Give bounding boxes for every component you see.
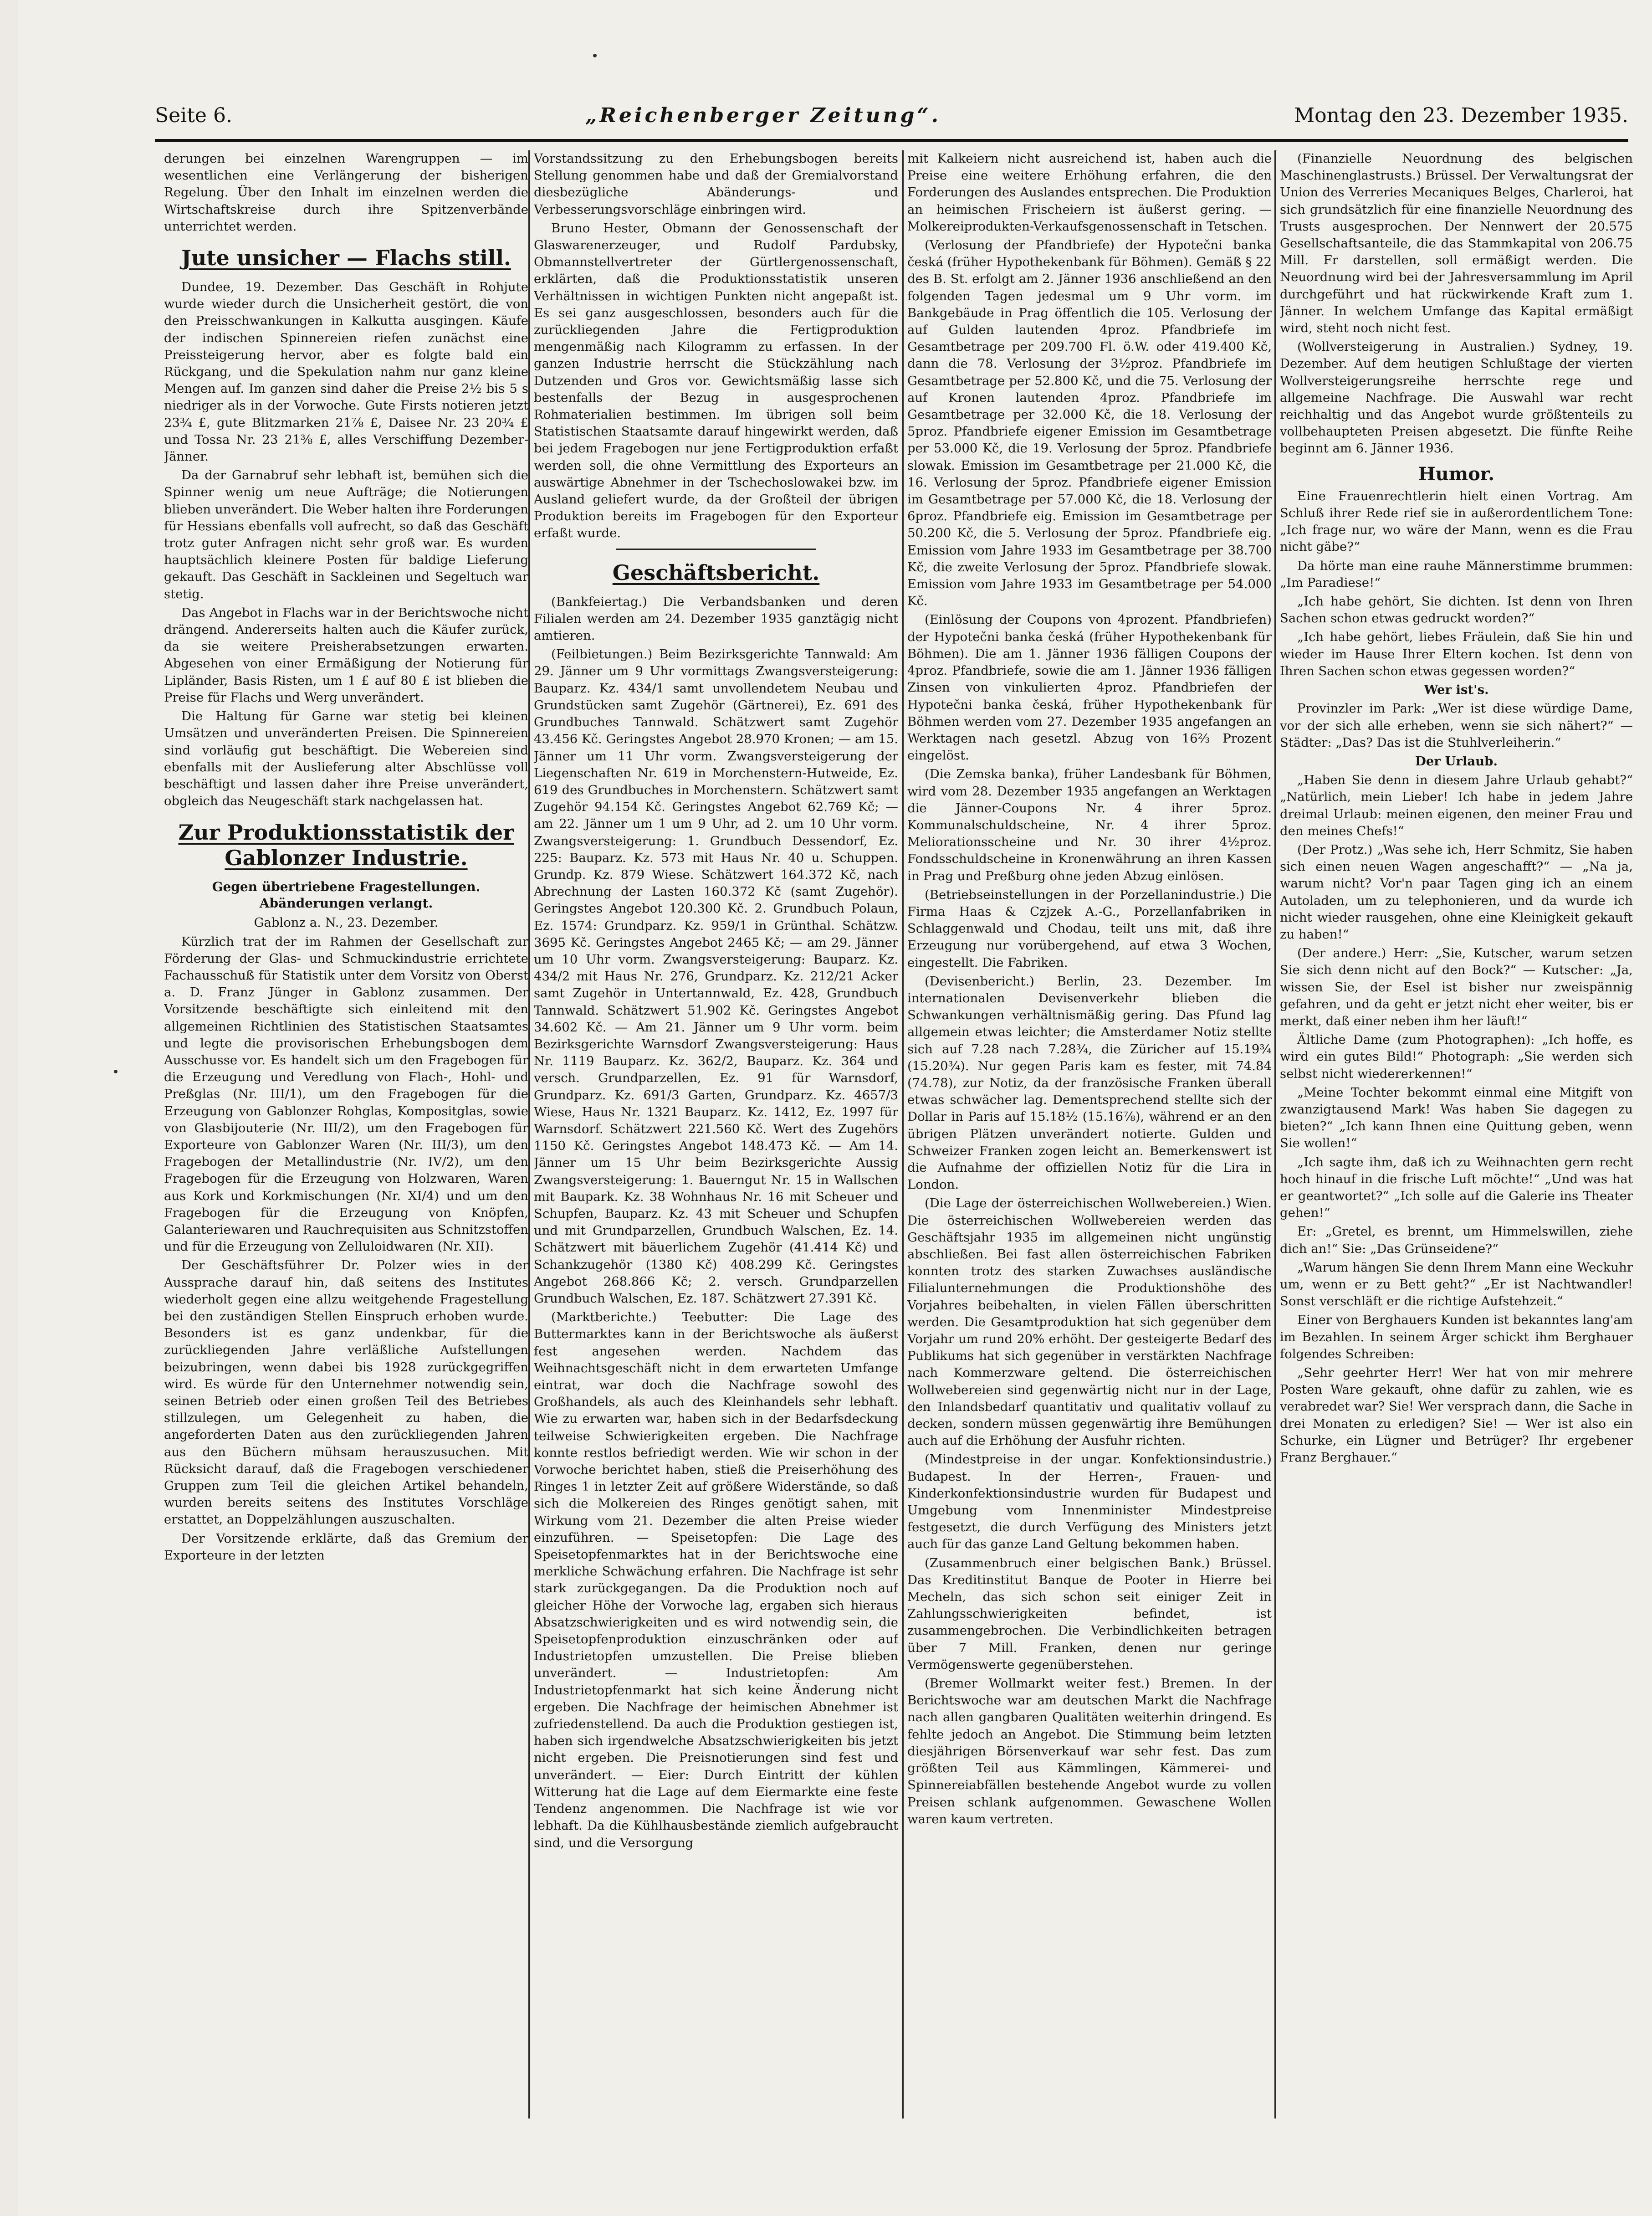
article-text: Der Vorsitzende erklärte, daß das Gremium der Exporteure in der letzten (164, 1531, 528, 1563)
notice-text: (Betriebseinstellungen in der Porzellanindustrie.) Die Firma Haas & Czjzek A.-G., Porzellanfabriken in Schlaggenwald und Chodau, teilt uns mit, daß ihre Erzeugung nur vorübergehend, auf etwa 3 Wochen, eingestellt. Die Fabriken. (907, 887, 1272, 970)
article-text: Dundee, 19. Dezember. Das Geschäft in Rohjute wurde wieder durch die Unsicherheit gestört, die von den Preisschwankungen in Kalkutta ausgingen. Käufe der indischen Spinnereien riefen zunächst eine Preissteigerung hervor, aber es folgte bald ein Rückgang, und die Spekulation nahm nur ganz kleine Mengen auf. Im ganzen sind daher die Preise 2½ bis 5 s niedriger als in der Vorwoche. Gute Firsts notieren jetzt 23¾ £, gute Blitzmarken 21⅞ £, Daisee Nr. 23 20¾ £ und Tossa Nr. 23 21⅜ £, alles Verschiffung Dezember-Jänner. (164, 280, 528, 464)
notice-text: (Wollversteigerung in Australien.) Sydney, 19. Dezember. Auf dem heutigen Schlußtage der vierten Wollversteigerungsreihe herrschte rege und allgemeine Nachfrage. Die Auswahl war recht reichhaltig und das Angebot wurde größtenteils zu vollbehaupteten Preisen abgesetzt. Die fünfte Reihe beginnt am 6. Jänner 1936. (1280, 339, 1633, 456)
article-text: Vorstandssitzung zu den Erhebungsbogen bereits Stellung genommen habe und daß der Gremialvorstand diesbezügliche Abänderungs- und Verbesserungsvorschläge einbringen wird. (534, 151, 898, 217)
issue-date: Montag den 23. Dezember 1935. (1294, 104, 1628, 127)
notice-text: (Die Lage der österreichischen Wollwebereien.) Wien. Die österreichischen Wollwebereien werden das Geschäftsjahr 1935 im allgemeinen nicht ungünstig abschließen. Bei fast allen österreichischen Fabriken konnten trotz des starken Zuwachses ausländische Filialunternehmungen die Produktionshöhe des Vorjahres beibehalten, in vielen Fällen überschritten werden. Die Gesamtproduktion hat sich gegenüber dem Vorjahr um rund 20% erhöht. Der gesteigerte Bedarf des Publikums hat sich gegenüber in verstärkten Nachfrage nach Kommerzware geltend. Die österreichischen Wollwebereien sind gegenwärtig nicht nur in der Lage, den Inlandsbedarf quantitativ und qualitativ vollauf zu decken, sondern müssen gegenwärtig ihre Bemühungen auch auf die Erhöhung der Ausfuhr richten. (907, 1196, 1272, 1448)
notice-text: (Mindestpreise in der ungar. Konfektionsindustrie.) Budapest. In der Herren-, Frauen- und Kinderkonfektionsindustrie wurden für Budapest und Umgebung vom Innenminister Mindestpreise festgesetzt, die durch Verfügung des Ministers jetzt auch für das ganze Land Geltung bekommen haben. (907, 1452, 1272, 1552)
subheadline: Gegen übertriebene Fragestellungen. Abänderungen verlangt. (212, 879, 481, 911)
headline-humor: Humor. (1418, 463, 1495, 485)
article-text: Die Haltung für Garne war stetig bei kleinen Umsätzen und unveränderten Preisen. Die Spinnereien sind vorläufig gut beschäftigt. Die Webereien sind ebenfalls mit der Auslieferung alter Abschlüsse voll beschäftigt und lassen daher ihre Preise unverändert, obgleich das Neugeschäft stark nachgelassen hat. (164, 709, 528, 809)
column-3 (907, 150, 1272, 2119)
joke-text: „Meine Tochter bekommt einmal eine Mitgift von zwanzigtausend Mark! Was haben Sie dagegen zu bieten?“ „Ich kann Ihnen eine Quittung geben, wenn Sie wollen!“ (1280, 1085, 1633, 1151)
article-text: Das Angebot in Flachs war in der Berichtswoche nicht drängend. Andererseits halten auch die Käufer zurück, da sie weitere Preisherabsetzungen erwarten. Abgesehen von einer Ermäßigung der Notierung für Lipländer, Basis Risten, um 1 £ auf 80 £ ist blieben die Preise für Flachs und Werg unverändert. (164, 605, 528, 705)
joke-text: „Ich sagte ihm, daß ich zu Weihnachten gern recht hoch hinauf in die frische Luft möchte!“ „Und was hat er geantwortet?“ „Ich solle auf die Galerie ins Theater gehen!“ (1280, 1154, 1633, 1221)
column-divider (902, 150, 904, 2119)
joke-text: Provinzler im Park: „Wer ist diese würdige Dame, vor der sich alle erheben, wenn sie sich nähert?“ — Städter: „Das? Das ist die Stuhlverleiherin.“ (1280, 701, 1633, 750)
joke-text: „Ich habe gehört, liebes Fräulein, daß Sie hin und wieder im Hause Ihrer Eltern kochen. Ist denn von Ihren Sachen schon etwas gegessen worden?“ (1280, 630, 1633, 678)
joke-text: Einer von Berghauers Kunden ist bekanntes lang'am im Bezahlen. In seinem Ärger schickt ihm Berghauer folgendes Schreiben: (1280, 1313, 1633, 1361)
joke-text: Da hörte man eine rauhe Männerstimme brummen: „Im Paradiese!“ (1280, 558, 1633, 590)
notice-text: (Zusammenbruch einer belgischen Bank.) Brüssel. Das Kreditinstitut Banque de Pooter in Hierre bei Mecheln, das sich schon seit einiger Zeit in Zahlungsschwierigkeiten befindet, ist zusammengebrochen. Die Verbindlichkeiten betragen über 7 Mill. Franken, denen nur geringe Vermögenswerte gegenüberstehen. (907, 1555, 1272, 1672)
headline-business-report: Geschäftsbericht. (612, 560, 820, 585)
article-text: Bruno Hester, Obmann der Genossenschaft der Glaswarenerzeuger, und Rudolf Pardubsky, Obmannstellvertreter der Gürtlergenossenschaft, erklärten, daß die Produktionsstatistik unseren Verhältnissen in wichtigen Punkten nicht angepaßt ist. Es sei ganz ausgeschlossen, besonders auch für die zurückliegenden Jahre die Fertigproduktion mengenmäßig nach Kilogramm zu erfassen. In der ganzen Industrie herrscht die Stückzählung nach Dutzenden und Gros vor. Gewichtsmäßig lasse sich bestenfalls der Bezug in ausgesprochenen Rohmaterialien bestimmen. Im übrigen soll beim Statistischen Staatsamte darauf hingewirkt werden, daß bei jedem Fragebogen nur jene Fertigproduktion erfaßt werden soll, die ohne Vermittlung des Exporteurs an auswärtige Abnehmer in der Tschechoslowakei bzw. im Ausland geliefert wurde, da der Großteil der übrigen Produktion bereits im Fragebogen für den Exporteur erfaßt wurde. (534, 221, 898, 541)
joke-text: „Haben Sie denn in diesem Jahre Urlaub gehabt?“ „Natürlich, mein Lieber! Ich habe in jedem Jahre dreimal Urlaub: meinen eigenen, den meiner Frau und den meines Chefs!“ (1280, 773, 1633, 838)
headline-gablonz: Zur Produktionsstatistik der Gablonzer Industrie. (178, 820, 514, 871)
notice-text: (Verlosung der Pfandbriefe) der Hypotečni banka česká (früher Hypothekenbank für Böhmen). Gemäß § 22 des B. St. erfolgt am 2. Jänner 1936 anschließend an den folgenden Tagen jedesmal um 9 Uhr vorm. im Bankgebäude in Prag öffentlich die 105. Verlosung der auf Gulden lautenden 4proz. Pfandbriefe im Gesamtbetrage per 209.700 Fl. ö.W. oder 419.400 Kč, dann die 78. Verlosung der 3½proz. Pfandbriefe im Gesamtbetrage per 52.800 Kč, und die 75. Verlosung der auf Kronen lautenden 4proz. Pfandbriefe im Gesamtbetrage per 32.000 Kč, die 18. Verlosung der 5proz. Pfandbriefe eigener Emission im Gesamtbetrage per 53.000 Kč, die 19. Verlosung der 5proz. Pfandbriefe slowak. Emission im Gesamtbetrage per 21.000 Kč, die 16. Verlosung der 5proz. Pfandbriefe eigener Emission im Gesamtbetrage per 57.000 Kč, die 18. Verlosung der 6proz. Pfandbriefe eig. Emission im Gesamtbetrage per 50.200 Kč, die 5. Verlosung der 5proz. Pfandbriefe eig. Emission vom Jahre 1933 im Gesamtbetrage per 38.700 Kč, die zweite Verlosung der 5proz. Pfandbriefe slowak. Emission vom Jahre 1933 im Gesamtbetrage per 54.000 Kč. (907, 238, 1272, 609)
article-text: Da der Garnabruf sehr lebhaft ist, bemühen sich die Spinner wenig um neue Aufträge; die Notierungen blieben unverändert. Die Weber halten ihre Forderungen für Hessians ebenfalls voll aufrecht, so daß das Geschäft trotz guter Anfragen nicht sehr groß war. Es wurden hauptsächlich kleinere Posten für baldige Lieferung gekauft. Das Geschäft in Sackleinen und Segeltuch war stetig. (164, 468, 528, 601)
scan-speck (593, 54, 597, 57)
joke-text: Er: „Gretel, es brennt, um Himmelswillen, ziehe dich an!“ Sie: „Das Grünseidene?“ (1280, 1224, 1633, 1256)
column-divider (528, 150, 530, 2119)
column-4 (1280, 150, 1633, 2119)
headline-jute: Jute unsicher — Flachs still. (181, 246, 511, 271)
column-divider (1274, 150, 1276, 2119)
joke-text: „Warum hängen Sie denn Ihrem Mann eine Weckuhr um, wenn er zu Bett geht?“ „Er ist Nachtwandler! Sonst verschläft er die richtige Aufstehzeit.“ (1280, 1260, 1633, 1309)
newspaper-title: „Reichenberger Zeitung“. (585, 104, 941, 127)
page-header (155, 104, 1628, 136)
column-1 (164, 150, 528, 2119)
notice-text: (Marktberichte.) Teebutter: Die Lage des Buttermarktes kann in der Berichtswoche als äußerst fest angesehen werden. Nachdem das Weihnachtsgeschäft nicht in dem erwarteten Umfange eintrat, war doch die Nachfrage sowohl des Großhandels, als auch des Kleinhandels sehr lebhaft. Wie zu erwarten war, haben sich in der Bedarfsdeckung teilweise Schwierigkeiten ergeben. Die Nachfrage konnte restlos befriedigt werden. Wie wir schon in der Vorwoche berichtet haben, stieß die Preiserhöhung des Ringes 1 in letzter Zeit auf größere Widerstände, so daß sich die Molkereien des Ringes genötigt sahen, mit Wirkung vom 21. Dezember die alten Preise wieder einzuführen. — Speisetopfen: Die Lage des Speisetopfenmarktes hat in der Berichtswoche eine merkliche Schwächung erfahren. Die Nachfrage ist sehr stark zurückgegangen. Da die Produktion noch auf gleicher Höhe der Vorwoche lag, ergaben sich hieraus Absatzschwierigkeiten und es wird notwendig sein, die Speisetopfenproduktion einzuschränken oder auf Industrietopfen umzustellen. Die Preise blieben unverändert. — Industrietopfen: Am Industrietopfenmarkt hat sich keine Änderung nicht ergeben. Die Nachfrage der heimischen Abnehmer ist zufriedenstellend. Da auch die Produktion gestiegen ist, haben sich irgendwelche Absatzschwierigkeiten bis jetzt nicht ergeben. Die Preisnotierungen sind fest und unverändert. — Eier: Durch Eintritt der kühlen Witterung hat die Lage auf dem Eiermarkte eine feste Tendenz angenommen. Die Nachfrage ist wie vor lebhaft. Da die Kühlhausbestände ziemlich aufgebraucht sind, und die Versorgung (534, 1310, 898, 1850)
notice-text: (Devisenbericht.) Berlin, 23. Dezember. Im internationalen Devisenverkehr blieben die Schwankungen verhältnismäßig gering. Das Pfund lag allgemein etwas leichter; die Amsterdamer Notiz stellte sich auf 7.28 nach 7.28¾, die Züricher auf 15.19¾ (15.20¾). Nur gegen Paris kam es fester, mit 74.84 (74.78), zur Notiz, da der französische Franken überall etwas schwächer lag. Dementsprechend stellte sich der Dollar in Paris auf 15.18½ (15.16⅞), während er an den übrigen Plätzen unverändert notierte. Gulden und Schweizer Franken zogen leicht an. Bemerkenswert ist die Aufnahme der offiziellen Notiz für die Lira in London. (907, 974, 1272, 1192)
notice-text: (Feilbietungen.) Beim Bezirksgerichte Tannwald: Am 29. Jänner um 9 Uhr vormittags Zwangsversteigerung: Bauparz. Kz. 434/1 samt unvollendetem Neubau und Grundstücken samt Zugehör (Gärtnerei), Ez. 691 des Grundbuches Tannwald. Schätzwert samt Zugehör 43.456 Kč. Geringstes Angebot 28.970 Kronen; — am 15. Jänner um 11 Uhr vorm. Zwangsversteigerung der Liegenschaften Nr. 619 in Morchenstern-Hutweide, Ez. 619 des Grundbuches in Morchenstern. Schätzwert samt Zugehör 94.154 Kč. Geringstes Angebot 62.769 Kč; — am 22. Jänner um 1 um 9 Uhr, ad 2. um 10 Uhr vorm. Zwangsversteigerung: 1. Grundbuch Dessendorf, Ez. 225: Bauparz. Kz. 573 mit Haus Nr. 40 u. Schuppen. Grundp. Kz. 879 Wiese. Schätzwert 164.372 Kč, nach Abrechnung der Lasten 160.372 Kč (samt Zugehör). Geringstes Angebot 120.300 Kč. 2. Grundbuch Polaun, Ez. 1574: Grundparz. Kz. 959/1 in Grünthal. Schätzw. 3695 Kč. Geringstes Angebot 2465 Kč; — am 29. Jänner um 10 Uhr vorm. Zwangsversteigerung: Bauparz. Kz. 434/2 mit Haus Nr. 276, Grundparz. Kz. 212/21 Acker samt Zugehör in Untertannwald, Ez. 428, Grundbuch Tannwald. Schätzwert 51.902 Kč. Geringstes Angebot 34.602 Kč. — Am 21. Jänner um 9 Uhr vorm. beim Bezirksgerichte Warnsdorf Zwangsversteigerung: Haus Nr. 1119 Bauparz. Kz. 362/2, Bauparz. Kz. 364 und versch. Grundparzellen, Ez. 91 für Warnsdorf, Grundparz. Kz. 691/3 Garten, Grundparz. Kz. 4657/3 Wiese, Haus Nr. 1321 Bauparz. Kz. 1412, Ez. 1997 für Warnsdorf. Schätzwert 221.560 Kč. Wert des Zugehörs 1150 Kč. Geringstes Angebot 148.473 Kč. — Am 14. Jänner um 15 Uhr beim Bezirksgerichte Aussig Zwangsversteigerung: 1. Bauerngut Nr. 15 in Wallschen mit Baupark. Kz. 38 Wohnhaus Nr. 16 mit Scheuer und Schupfen, Bauparz. Kz. 43 mit Scheuer und Schupfen und mit Grundparzellen, Grundbuch Walschen, Ez. 14. Schätzwert mit bäuerlichem Zugehör (41.414 Kč) und Schankzugehör (1380 Kč) 408.299 Kč. Geringstes Angebot 268.866 Kč; 2. versch. Grundparzellen Grundbuch Walschen, Ez. 187. Schätzwert 27.391 Kč. (534, 647, 898, 1306)
notice-text: (Finanzielle Neuordnung des belgischen Maschinenglastrusts.) Brüssel. Der Verwaltungsrat der Union des Verreries Mecaniques Belges, Charleroi, hat sich grundsätzlich für eine finanzielle Neuordnung des Trusts ausgesprochen. Der Nennwert der 20.575 Gesellschaftsanteile, die das Stammkapital von 206.75 Mill. Fr darstellen, soll ermäßigt werden. Die Neuordnung wird bei der Jahresversammlung im April durchgeführt und hat rückwirkende Kraft zum 1. Jänner. In welchem Umfange das Kapital ermäßigt wird, steht noch nicht fest. (1280, 151, 1633, 336)
scan-margin (0, 0, 18, 2216)
joke-text: „Ich habe gehört, Sie dichten. Ist denn von Ihren Sachen schon etwas gedruckt worden?“ (1280, 594, 1633, 626)
notice-text: (Die Zemska banka), früher Landesbank für Böhmen, wird vom 28. Dezember 1935 angefangen an Werktagen die Jänner-Coupons Nr. 4 ihrer 5proz. Kommunalschuldscheine, Nr. 4 ihrer 5proz. Meliorationsscheine und Nr. 30 ihrer 4½proz. Fondsschuldscheine in Kronenwährung an ihren Kassen in Prag und Preßburg ohne jeden Abzug einlösen. (907, 767, 1272, 883)
page-number: Seite 6. (155, 104, 232, 127)
article-text: Kürzlich trat der im Rahmen der Gesellschaft zur Förderung der Glas- und Schmuckindustrie errichtete Fachausschuß für Statistik unter dem Vorsitz von Oberst a. D. Franz Jünger in Gablonz zusammen. Der Vorsitzende beschäftigte sich einleitend mit den allgemeinen Richtlinien des Statistischen Staatsamtes und legte die provisorischen Erhebungsbogen dem Ausschusse vor. Es handelt sich um den Fragebogen für die Erzeugung und Veredlung von Flach-, Hohl- und Preßglas (Nr. III/1), um den Fragebogen für die Erzeugung von Gablonzer Rohglas, Kompositglas, sowie von Glasbijouterie (Nr. III/2), um den Fragebogen für Exporteure von Gablonzer Waren (Nr. III/3), um den Fragebogen der Metallindustrie (Nr. IV/2), um den Fragebogen für die Erzeugung von Holzwaren, Waren aus Kork und Korkmischungen (Nr. XI/4) und um den Fragebogen für die Erzeugung von Knöpfen, Galanteriewaren und Rauchrequisiten aus Schnitzstoffen und für die Erzeugung von Zelluloidwaren (Nr. XII). (164, 934, 528, 1254)
notice-text: (Bremer Wollmarkt weiter fest.) Bremen. In der Berichtswoche war am deutschen Markt die Nachfrage nach allen gangbaren Qualitäten weiterhin dringend. Es fehlte jedoch an Angebot. Die Stimmung beim letzten diesjährigen Börsenverkauf war sehr fest. Das zum größten Teil aus Kämmlingen, Kämmerei- und Spinnereiabfällen bestehende Angebot wurde zu vollen Preisen schlank aufgenommen. Gewaschene Wollen waren kaum vertreten. (907, 1676, 1272, 1826)
dateline: Gablonz a. N., 23. Dezember. (254, 915, 439, 930)
joke-text: (Der andere.) Herr: „Sie, Kutscher, warum setzen Sie sich denn nicht auf den Bock?“ — Kutscher: „Ja, wissen Sie, der Esel ist bisher nur zweispännig gefahren, und da geht er jetzt nicht eher weiter, bis er merkt, daß einer neben ihm her läuft!“ (1280, 946, 1633, 1028)
notice-text: (Bankfeiertag.) Die Verbandsbanken und deren Filialen werden am 24. Dezember 1935 ganztägig nicht amtieren. (534, 594, 898, 643)
joke-heading: Der Urlaub. (1415, 754, 1498, 769)
column-2 (534, 150, 898, 2119)
article-text: Der Geschäftsführer Dr. Polzer wies in der Aussprache darauf hin, daß seitens des Institutes wiederholt gegen eine allzu weitgehende Fragestellung bei den zuständigen Stellen Einspruch erhoben wurde. Besonders ist es ganz undenkbar, für die zurückliegenden Jahre verläßliche Aufstellungen beizubringen, wenn dabei bis 1928 zurückgegriffen wird. Es würde für den Unternehmer notwendig sein, seinen Betrieb oder einen großen Teil des Betriebes stillzulegen, um Gelegenheit zu haben, die angeforderten Daten aus den zurückliegenden Jahren aus den Büchern mühsam herauszusuchen. Mit Rücksicht darauf, daß die Fragebogen verschiedener Gruppen zum Teil die gleichen Artikel behandeln, wurden bereits seitens des Institutes Vorschläge erstattet, an Doppelzählungen auszuschalten. (164, 1258, 528, 1527)
joke-text: „Sehr geehrter Herr! Wer hat von mir mehrere Posten Ware gekauft, ohne dafür zu zahlen, wie es verabredet war? Sie! Wer versprach dann, die Sache in drei Monaten zu erledigen? Sie! — Wer ist also ein Schurke, ein Lügner und Betrüger? Ihr ergebener Franz Berghauer.“ (1280, 1365, 1633, 1465)
joke-text: Eine Frauenrechtlerin hielt einen Vortrag. Am Schluß ihrer Rede rief sie in außerordentlichem Tone: „Ich frage nur, wo wäre der Mann, wenn es die Frau nicht gäbe?“ (1280, 488, 1633, 554)
scan-speck (114, 1070, 118, 1073)
notice-text: mit Kalkeiern nicht ausreichend ist, haben auch die Preise eine weitere Erhöhung erfahren, die den Forderungen des Auslandes entsprechen. Die Produktion an heimischen Frischeiern ist äußerst gering. — Molkereiprodukten-Verkaufsgenossenschaft in Tetschen. (907, 151, 1272, 234)
article-text: derungen bei einzelnen Warengruppen — im wesentlichen eine Verlängerung der bisherigen Regelung. Über den Inhalt im einzelnen werden die Wirtschaftskreise durch ihre Spitzenverbände unterrichtet werden. (164, 151, 528, 234)
notice-text: (Einlösung der Coupons von 4prozent. Pfandbriefen) der Hypotečni banka česká (früher Hypothekenbank für Böhmen). Die am 1. Jänner 1936 fälligen Coupons der 4proz. Pfandbriefe, sowie die am 1. Jänner 1936 fälligen Zinsen von vinkulierten 4proz. Pfandbriefen der Hypotečni banka česká, früher Hypothekenbank für Böhmen werden vom 27. Dezember 1935 angefangen an Werktagen nach gesetzl. Abzug von 16⅔ Prozent eingelöst. (907, 612, 1272, 763)
joke-text: Ältliche Dame (zum Photographen): „Ich hoffe, es wird ein gutes Bild!“ Photograph: „Sie werden sich selbst nicht wiedererkennen!“ (1280, 1032, 1633, 1081)
joke-text: (Der Protz.) „Was sehe ich, Herr Schmitz, Sie haben sich einen neuen Wagen angeschafft?“ — „Na ja, warum nicht? Vor'n paar Tagen ging ich an einem Autoladen, um zu telephonieren, und da wurde ich nicht wieder rausgehen, ohne eine Kleinigkeit gekauft zu haben!“ (1280, 842, 1633, 942)
section-rule (616, 549, 816, 550)
header-rule (155, 139, 1628, 142)
joke-heading: Wer ist's. (1424, 682, 1489, 698)
